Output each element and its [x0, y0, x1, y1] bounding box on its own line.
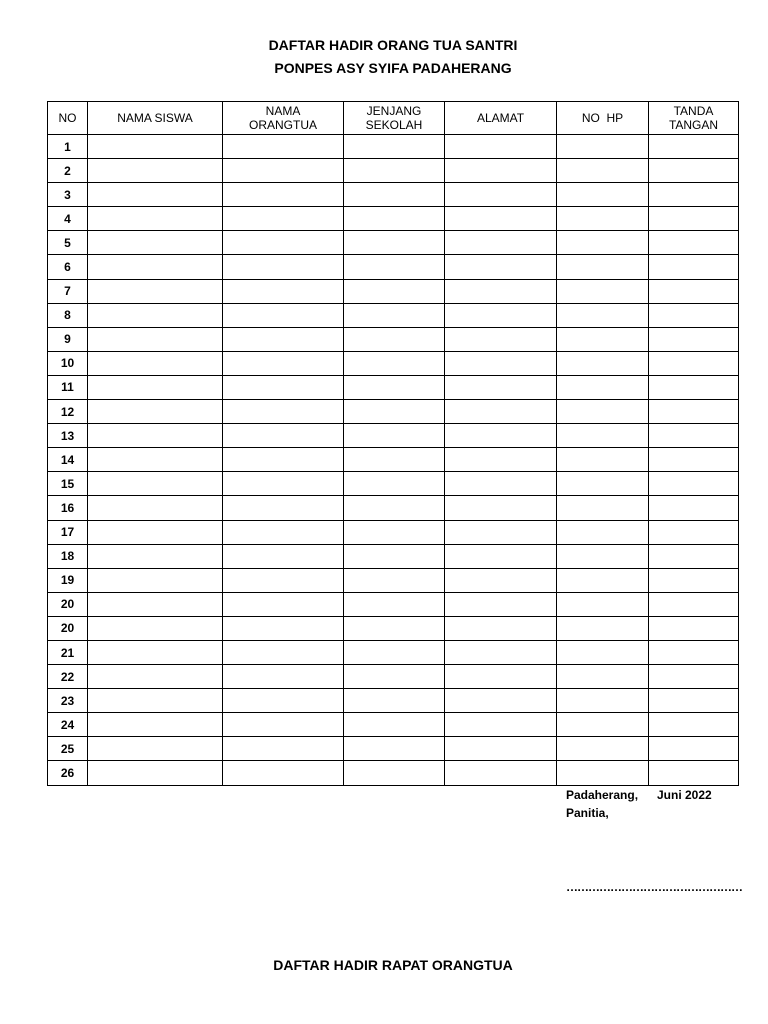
row-number: 25	[48, 737, 88, 761]
table-header-row	[48, 102, 739, 135]
cell-alamat	[445, 472, 557, 496]
header-nama-orangtua	[223, 102, 344, 135]
cell-nama-orangtua	[223, 183, 344, 207]
cell-jenjang-sekolah	[344, 616, 445, 640]
cell-no-hp	[557, 231, 649, 255]
cell-nama-orangtua	[223, 279, 344, 303]
table-body	[48, 135, 739, 786]
cell-alamat	[445, 375, 557, 399]
cell-tanda-tangan	[649, 496, 739, 520]
cell-nama-siswa	[88, 448, 223, 472]
cell-jenjang-sekolah	[344, 231, 445, 255]
header-nama-orangtua-line1: NAMA	[265, 104, 301, 118]
cell-tanda-tangan	[649, 640, 739, 664]
cell-no-hp	[557, 279, 649, 303]
cell-alamat	[445, 183, 557, 207]
cell-nama-orangtua	[223, 544, 344, 568]
cell-tanda-tangan	[649, 472, 739, 496]
cell-no-hp	[557, 665, 649, 689]
table-row	[48, 496, 739, 520]
cell-jenjang-sekolah	[344, 761, 445, 785]
cell-nama-orangtua	[223, 472, 344, 496]
footer-date: Juni 2022	[657, 788, 712, 802]
row-number: 9	[48, 327, 88, 351]
cell-tanda-tangan	[649, 737, 739, 761]
table-row	[48, 400, 739, 424]
cell-jenjang-sekolah	[344, 351, 445, 375]
header-jenjang-line1: JENJANG	[366, 104, 422, 118]
cell-jenjang-sekolah	[344, 327, 445, 351]
cell-jenjang-sekolah	[344, 183, 445, 207]
cell-nama-orangtua	[223, 448, 344, 472]
cell-tanda-tangan	[649, 183, 739, 207]
cell-nama-siswa	[88, 207, 223, 231]
cell-nama-siswa	[88, 713, 223, 737]
header-no-hp: NO HP	[557, 102, 649, 135]
row-number: 11	[48, 375, 88, 399]
cell-no-hp	[557, 472, 649, 496]
cell-alamat	[445, 207, 557, 231]
cell-nama-orangtua	[223, 327, 344, 351]
cell-nama-siswa	[88, 689, 223, 713]
table-row	[48, 616, 739, 640]
cell-alamat	[445, 568, 557, 592]
cell-nama-siswa	[88, 375, 223, 399]
document-title: DAFTAR HADIR ORANG TUA SANTRI	[268, 37, 518, 53]
cell-no-hp	[557, 544, 649, 568]
cell-nama-orangtua	[223, 592, 344, 616]
cell-nama-siswa	[88, 616, 223, 640]
attendance-table	[47, 101, 739, 786]
header-alamat: ALAMAT	[445, 102, 557, 135]
header-tanda-line2: TANGAN	[668, 118, 719, 132]
footer-place: Padaherang,	[566, 788, 639, 802]
cell-tanda-tangan	[649, 159, 739, 183]
row-number: 17	[48, 520, 88, 544]
cell-tanda-tangan	[649, 424, 739, 448]
table-row	[48, 592, 739, 616]
cell-nama-orangtua	[223, 303, 344, 327]
cell-nama-orangtua	[223, 713, 344, 737]
table-row	[48, 279, 739, 303]
cell-nama-siswa	[88, 520, 223, 544]
cell-nama-orangtua	[223, 520, 344, 544]
cell-nama-orangtua	[223, 159, 344, 183]
table-row	[48, 761, 739, 785]
cell-no-hp	[557, 255, 649, 279]
cell-nama-orangtua	[223, 135, 344, 159]
cell-nama-siswa	[88, 568, 223, 592]
cell-nama-orangtua	[223, 400, 344, 424]
row-number: 23	[48, 689, 88, 713]
cell-alamat	[445, 665, 557, 689]
row-number: 12	[48, 400, 88, 424]
cell-nama-siswa	[88, 135, 223, 159]
cell-alamat	[445, 520, 557, 544]
row-number: 1	[48, 135, 88, 159]
cell-nama-siswa	[88, 544, 223, 568]
cell-no-hp	[557, 568, 649, 592]
cell-no-hp	[557, 496, 649, 520]
cell-no-hp	[557, 520, 649, 544]
cell-jenjang-sekolah	[344, 640, 445, 664]
cell-no-hp	[557, 303, 649, 327]
cell-nama-siswa	[88, 327, 223, 351]
cell-jenjang-sekolah	[344, 424, 445, 448]
cell-nama-siswa	[88, 183, 223, 207]
cell-alamat	[445, 496, 557, 520]
table-row	[48, 448, 739, 472]
row-number: 16	[48, 496, 88, 520]
cell-tanda-tangan	[649, 255, 739, 279]
cell-nama-siswa	[88, 737, 223, 761]
row-number: 2	[48, 159, 88, 183]
cell-alamat	[445, 737, 557, 761]
row-number: 3	[48, 183, 88, 207]
cell-tanda-tangan	[649, 713, 739, 737]
cell-no-hp	[557, 713, 649, 737]
cell-alamat	[445, 448, 557, 472]
cell-tanda-tangan	[649, 135, 739, 159]
cell-nama-siswa	[88, 279, 223, 303]
header-jenjang-line2: SEKOLAH	[365, 118, 423, 132]
cell-nama-orangtua	[223, 207, 344, 231]
cell-nama-siswa	[88, 665, 223, 689]
cell-jenjang-sekolah	[344, 448, 445, 472]
cell-nama-siswa	[88, 231, 223, 255]
table-row	[48, 351, 739, 375]
cell-jenjang-sekolah	[344, 689, 445, 713]
table-row	[48, 544, 739, 568]
cell-nama-orangtua	[223, 424, 344, 448]
cell-nama-siswa	[88, 761, 223, 785]
cell-nama-orangtua	[223, 616, 344, 640]
cell-alamat	[445, 424, 557, 448]
cell-alamat	[445, 544, 557, 568]
cell-alamat	[445, 255, 557, 279]
cell-tanda-tangan	[649, 592, 739, 616]
table-row	[48, 424, 739, 448]
cell-nama-orangtua	[223, 640, 344, 664]
table-row	[48, 520, 739, 544]
cell-jenjang-sekolah	[344, 400, 445, 424]
cell-nama-orangtua	[223, 737, 344, 761]
table-row	[48, 665, 739, 689]
cell-tanda-tangan	[649, 665, 739, 689]
cell-no-hp	[557, 616, 649, 640]
row-number: 20	[48, 592, 88, 616]
header-jenjang-sekolah	[344, 102, 445, 135]
cell-tanda-tangan	[649, 375, 739, 399]
table-row	[48, 640, 739, 664]
cell-jenjang-sekolah	[344, 375, 445, 399]
row-number: 6	[48, 255, 88, 279]
row-number: 7	[48, 279, 88, 303]
cell-no-hp	[557, 761, 649, 785]
cell-jenjang-sekolah	[344, 592, 445, 616]
cell-alamat	[445, 616, 557, 640]
cell-alamat	[445, 303, 557, 327]
header-tanda-tangan	[649, 102, 739, 135]
second-document-title: DAFTAR HADIR RAPAT ORANGTUA	[273, 957, 513, 973]
signature-line: …………………………………………	[566, 880, 742, 894]
cell-nama-orangtua	[223, 761, 344, 785]
cell-alamat	[445, 279, 557, 303]
cell-tanda-tangan	[649, 448, 739, 472]
table-row	[48, 183, 739, 207]
cell-jenjang-sekolah	[344, 472, 445, 496]
cell-nama-orangtua	[223, 255, 344, 279]
cell-alamat	[445, 327, 557, 351]
cell-alamat	[445, 135, 557, 159]
table-row	[48, 713, 739, 737]
cell-tanda-tangan	[649, 351, 739, 375]
row-number: 21	[48, 640, 88, 664]
cell-tanda-tangan	[649, 568, 739, 592]
table-row	[48, 207, 739, 231]
cell-jenjang-sekolah	[344, 520, 445, 544]
cell-nama-siswa	[88, 159, 223, 183]
row-number: 20	[48, 616, 88, 640]
cell-alamat	[445, 351, 557, 375]
cell-nama-orangtua	[223, 231, 344, 255]
cell-no-hp	[557, 351, 649, 375]
cell-tanda-tangan	[649, 689, 739, 713]
row-number: 10	[48, 351, 88, 375]
footer-role: Panitia,	[566, 806, 609, 820]
row-number: 13	[48, 424, 88, 448]
table-row	[48, 135, 739, 159]
row-number: 15	[48, 472, 88, 496]
cell-nama-siswa	[88, 255, 223, 279]
header-nama-siswa: NAMA SISWA	[88, 102, 223, 135]
cell-no-hp	[557, 183, 649, 207]
cell-no-hp	[557, 159, 649, 183]
cell-nama-siswa	[88, 351, 223, 375]
row-number: 8	[48, 303, 88, 327]
cell-alamat	[445, 713, 557, 737]
cell-nama-siswa	[88, 496, 223, 520]
row-number: 24	[48, 713, 88, 737]
cell-no-hp	[557, 689, 649, 713]
header-no: NO	[48, 102, 88, 135]
cell-alamat	[445, 640, 557, 664]
cell-nama-siswa	[88, 592, 223, 616]
cell-nama-orangtua	[223, 568, 344, 592]
cell-tanda-tangan	[649, 616, 739, 640]
row-number: 22	[48, 665, 88, 689]
cell-nama-orangtua	[223, 496, 344, 520]
row-number: 26	[48, 761, 88, 785]
cell-no-hp	[557, 135, 649, 159]
cell-nama-siswa	[88, 472, 223, 496]
cell-alamat	[445, 159, 557, 183]
cell-jenjang-sekolah	[344, 279, 445, 303]
cell-nama-siswa	[88, 640, 223, 664]
cell-no-hp	[557, 207, 649, 231]
cell-nama-orangtua	[223, 665, 344, 689]
cell-jenjang-sekolah	[344, 665, 445, 689]
cell-nama-orangtua	[223, 689, 344, 713]
table-row	[48, 737, 739, 761]
table-row	[48, 472, 739, 496]
cell-no-hp	[557, 400, 649, 424]
row-number: 18	[48, 544, 88, 568]
cell-tanda-tangan	[649, 327, 739, 351]
table-row	[48, 689, 739, 713]
cell-jenjang-sekolah	[344, 303, 445, 327]
cell-jenjang-sekolah	[344, 737, 445, 761]
cell-no-hp	[557, 327, 649, 351]
cell-no-hp	[557, 592, 649, 616]
cell-no-hp	[557, 640, 649, 664]
cell-tanda-tangan	[649, 400, 739, 424]
row-number: 5	[48, 231, 88, 255]
row-number: 4	[48, 207, 88, 231]
table-row	[48, 255, 739, 279]
table-row	[48, 303, 739, 327]
cell-jenjang-sekolah	[344, 544, 445, 568]
table-row	[48, 231, 739, 255]
cell-alamat	[445, 761, 557, 785]
row-number: 14	[48, 448, 88, 472]
cell-tanda-tangan	[649, 231, 739, 255]
cell-jenjang-sekolah	[344, 159, 445, 183]
cell-jenjang-sekolah	[344, 496, 445, 520]
table-row	[48, 568, 739, 592]
cell-alamat	[445, 592, 557, 616]
table-row	[48, 159, 739, 183]
document-subtitle: PONPES ASY SYIFA PADAHERANG	[274, 60, 512, 76]
cell-tanda-tangan	[649, 279, 739, 303]
cell-jenjang-sekolah	[344, 568, 445, 592]
table-row	[48, 327, 739, 351]
cell-nama-siswa	[88, 400, 223, 424]
cell-nama-siswa	[88, 424, 223, 448]
cell-tanda-tangan	[649, 761, 739, 785]
cell-nama-orangtua	[223, 351, 344, 375]
cell-tanda-tangan	[649, 544, 739, 568]
cell-alamat	[445, 400, 557, 424]
cell-tanda-tangan	[649, 520, 739, 544]
cell-jenjang-sekolah	[344, 713, 445, 737]
row-number: 19	[48, 568, 88, 592]
cell-alamat	[445, 689, 557, 713]
cell-nama-siswa	[88, 303, 223, 327]
cell-nama-orangtua	[223, 375, 344, 399]
table-row	[48, 375, 739, 399]
header-tanda-line1: TANDA	[673, 104, 714, 118]
cell-tanda-tangan	[649, 303, 739, 327]
cell-no-hp	[557, 737, 649, 761]
cell-tanda-tangan	[649, 207, 739, 231]
cell-jenjang-sekolah	[344, 135, 445, 159]
cell-no-hp	[557, 375, 649, 399]
header-nama-orangtua-line2: ORANGTUA	[248, 118, 317, 132]
cell-alamat	[445, 231, 557, 255]
cell-jenjang-sekolah	[344, 207, 445, 231]
cell-no-hp	[557, 448, 649, 472]
cell-jenjang-sekolah	[344, 255, 445, 279]
cell-no-hp	[557, 424, 649, 448]
